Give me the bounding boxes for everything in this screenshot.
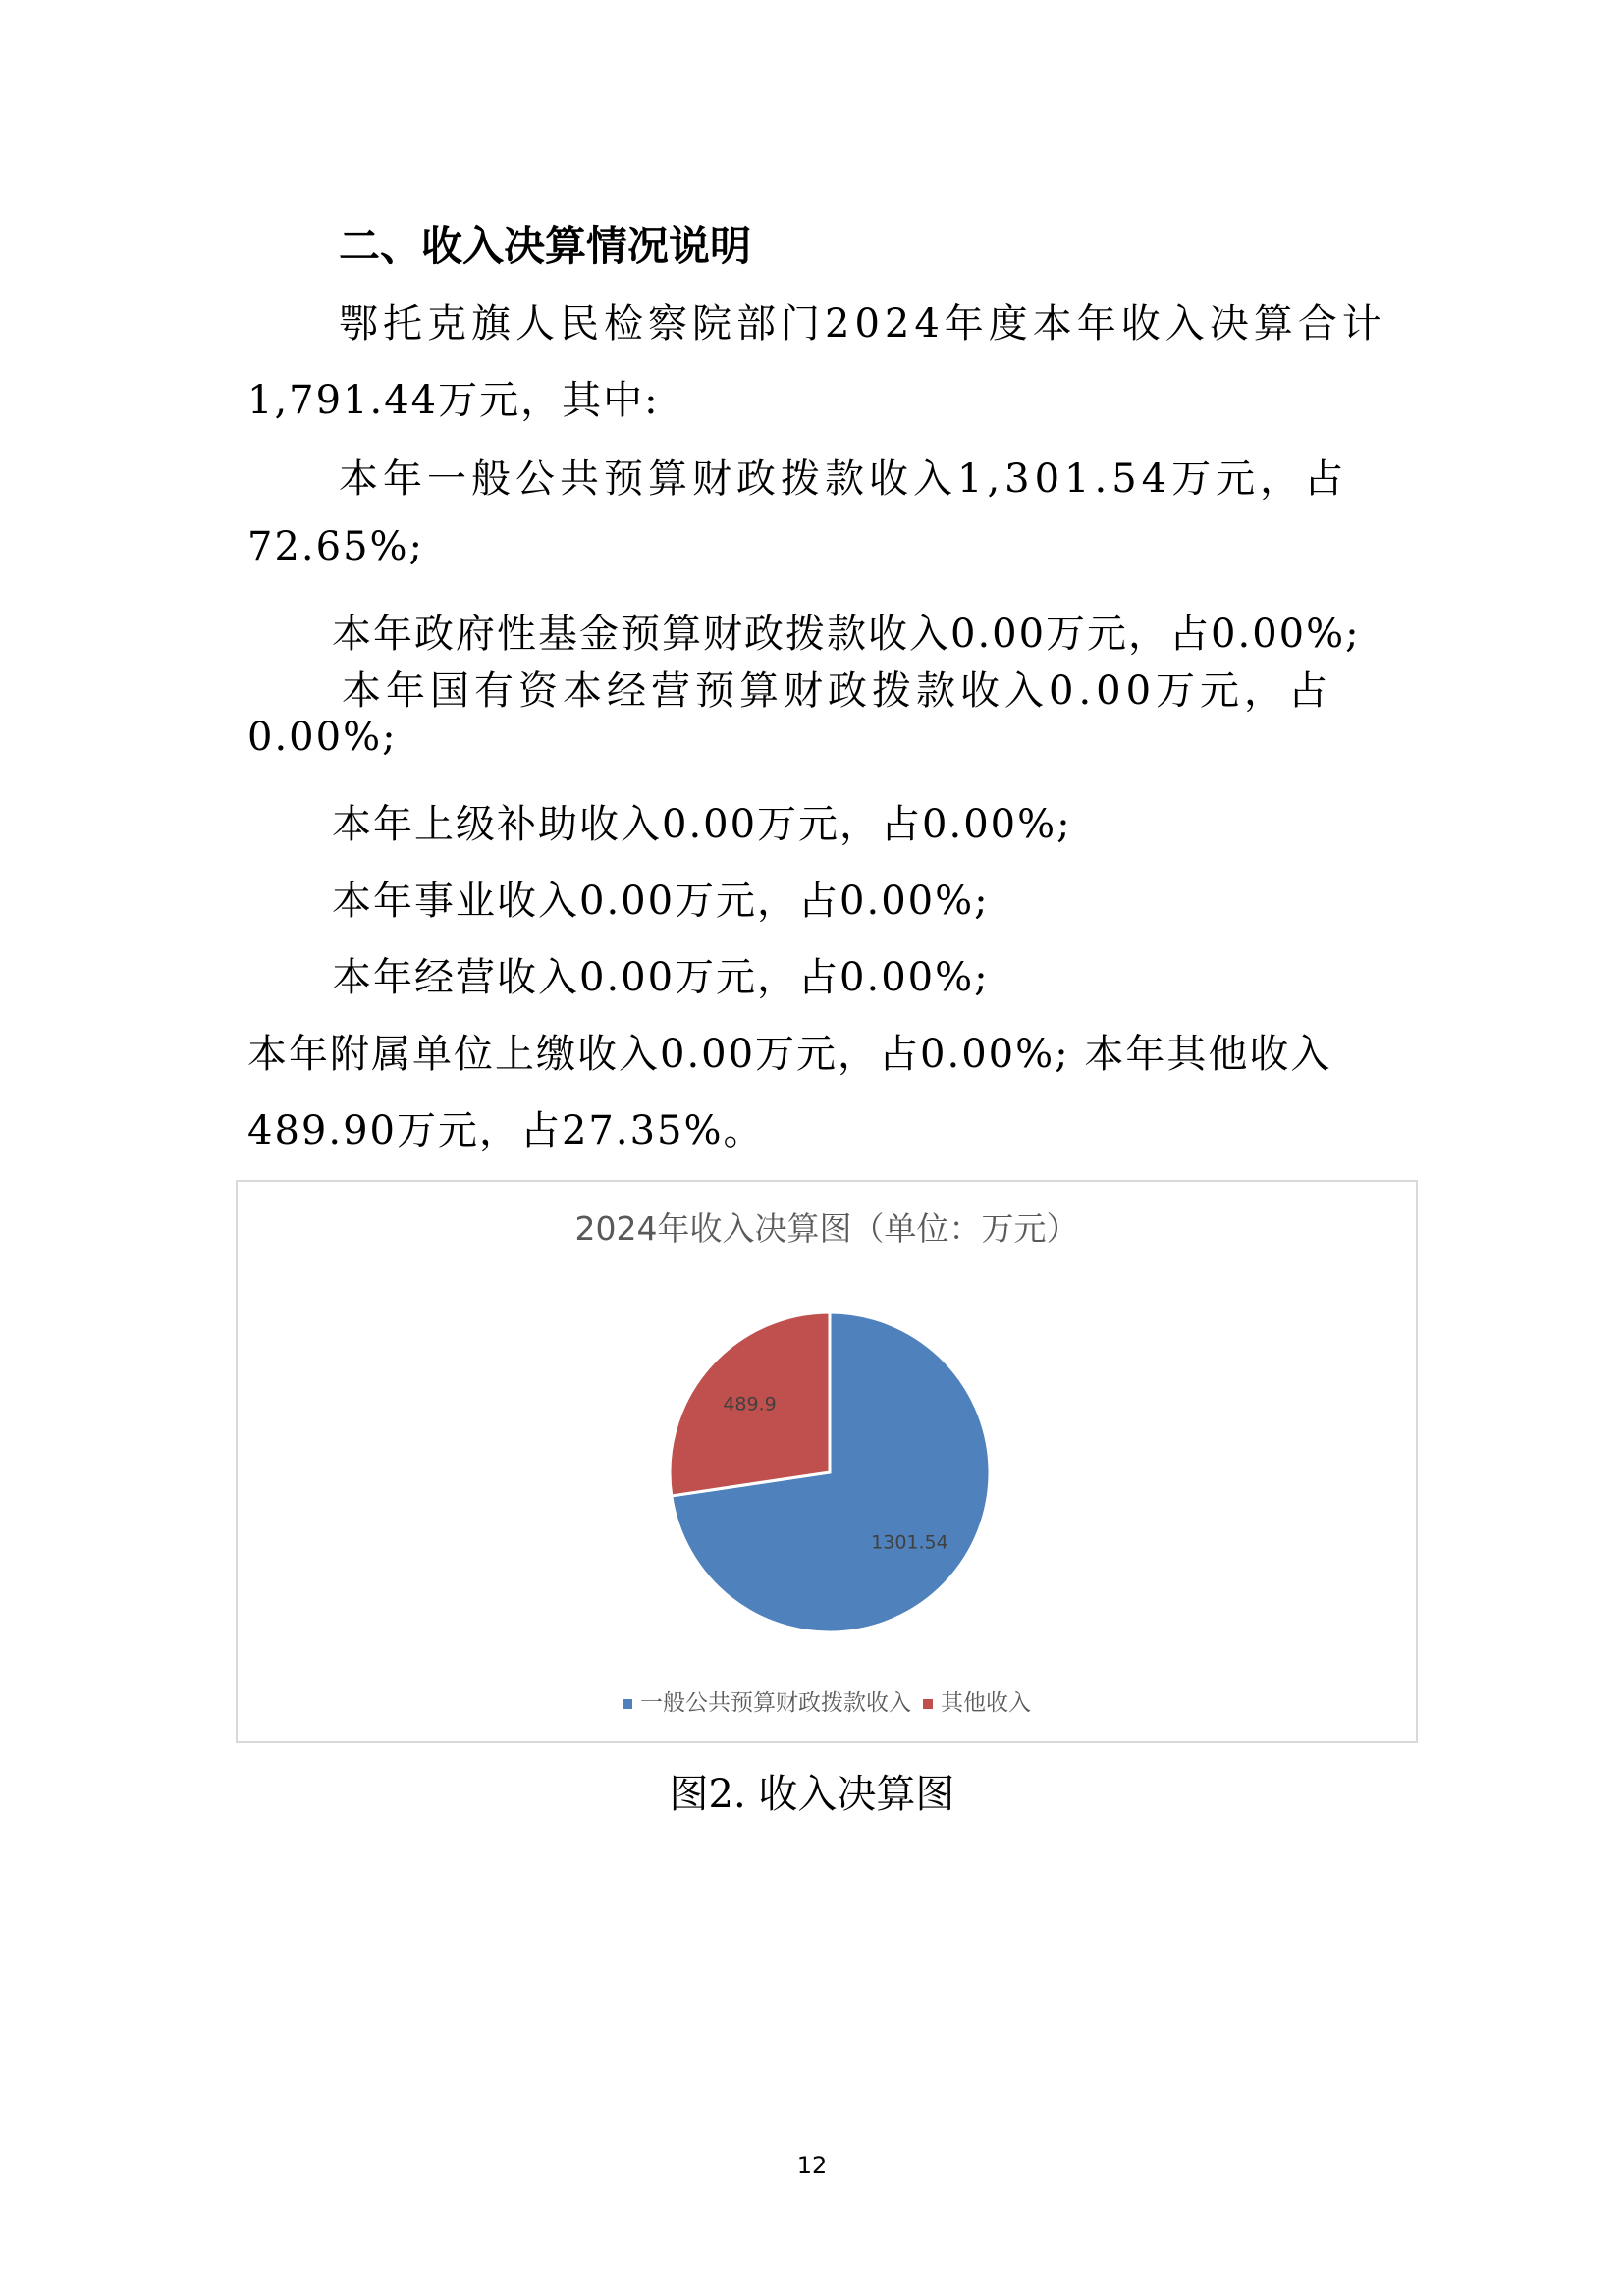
paragraph-line: 本年一般公共预算财政拨款收入1,301.54万元，占 (339, 456, 1349, 502)
chart-title: 2024年收入决算图（单位：万元） (574, 1209, 1079, 1248)
legend-item-2 (923, 1684, 1031, 1717)
section-heading: 二、收入决算情况说明 (339, 222, 752, 270)
figure-caption: 图2. 收入决算图 (669, 1772, 955, 1817)
paragraph-line: 本年附属单位上缴收入0.00万元，占0.00%; 本年其他收入 (247, 1032, 1332, 1077)
paragraph-line: 本年上级补助收入0.00万元，占0.00%; (332, 802, 1072, 847)
pie-data-label-1: 1301.54 (871, 1531, 948, 1554)
legend-label: 一般公共预算财政拨款收入 (640, 1690, 911, 1716)
paragraph-line: 489.90万元，占27.35%。 (247, 1108, 765, 1153)
paragraph-line: 本年国有资本经营预算财政拨款收入0.00万元，占 (342, 668, 1333, 714)
paragraph-line: 鄂托克旗人民检察院部门2024年度本年收入决算合计 (339, 301, 1386, 347)
paragraph-line: 0.00%; (247, 715, 398, 760)
paragraph-line: 本年事业收入0.00万元，占0.00%; (332, 879, 990, 924)
legend-label: 其他收入 (941, 1690, 1031, 1716)
chart-legend (238, 1684, 1416, 1717)
paragraph-line: 1,791.44万元，其中: (247, 378, 660, 423)
paragraph-line: 本年经营收入0.00万元，占0.00%; (332, 955, 990, 1000)
legend-swatch (923, 1699, 933, 1709)
pie-data-label-2: 489.9 (723, 1393, 777, 1415)
legend-item-1 (623, 1684, 911, 1717)
paragraph-line: 本年政府性基金预算财政拨款收入0.00万元，占0.00%; (332, 612, 1361, 657)
legend-swatch (623, 1699, 632, 1709)
paragraph-line: 72.65%; (247, 524, 424, 569)
page-number: 12 (796, 2152, 828, 2179)
pie-chart-canvas (238, 1182, 1416, 1741)
pie-chart (236, 1180, 1418, 1743)
